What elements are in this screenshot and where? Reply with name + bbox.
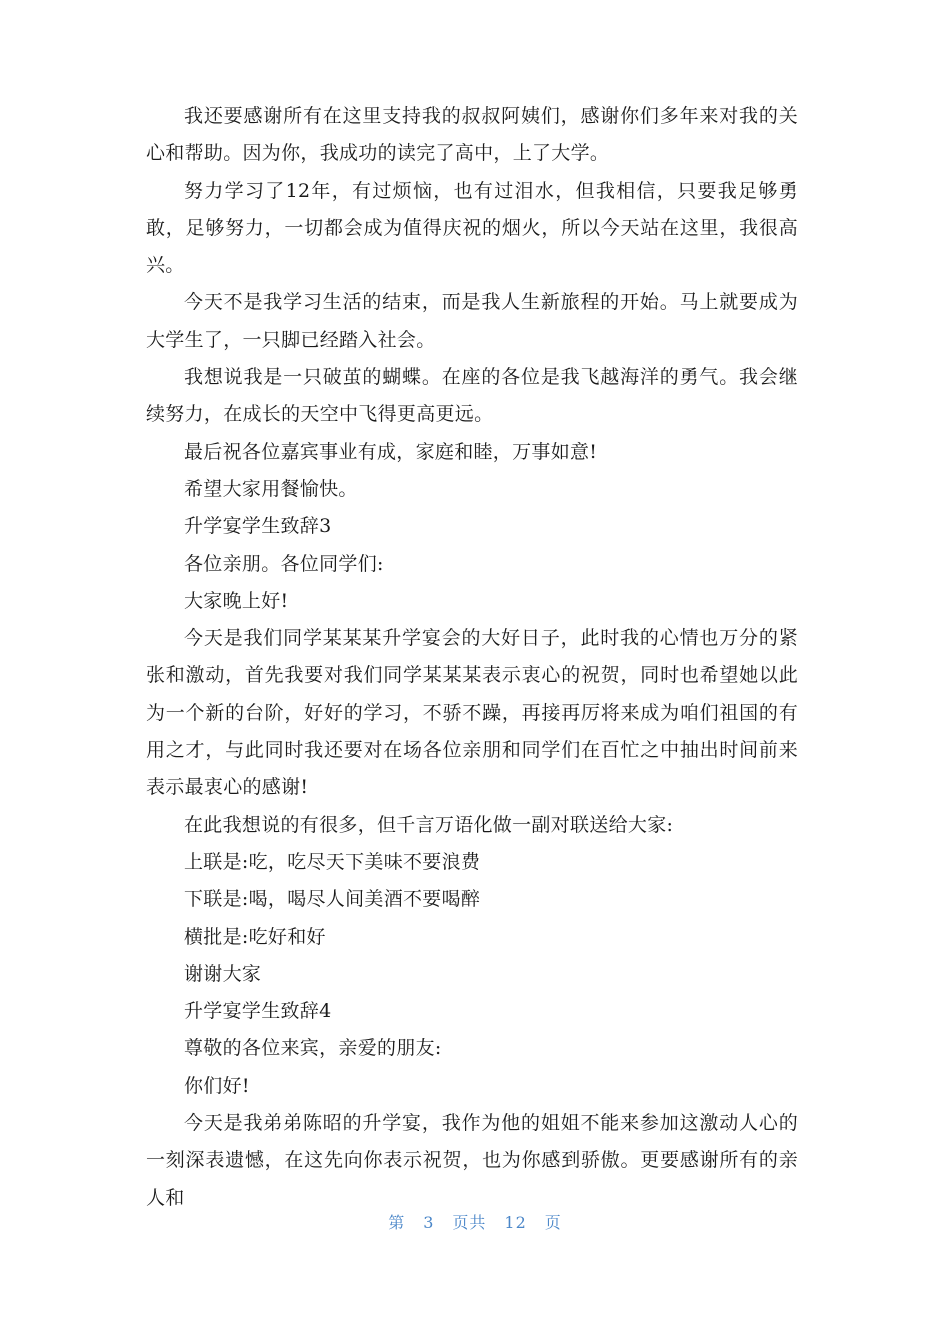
paragraph-6: 希望大家用餐愉快。 xyxy=(184,477,358,500)
document-body xyxy=(146,98,798,1217)
section-heading-4: 升学宴学生致辞4 xyxy=(184,1000,332,1023)
paragraph-1: 我还要感谢所有在这里支持我的叔叔阿姨们，感谢你们多年来对我的关心和帮助。因为你，我成功的读完了高中，上了大学。 xyxy=(146,105,798,165)
paragraph-3: 今天不是我学习生活的结束，而是我人生新旅程的开始。马上就要成为大学生了，一只脚已经踏入社会。 xyxy=(146,291,798,351)
page-footer xyxy=(0,1210,950,1233)
couplet-upper: 上联是:吃，吃尽天下美味不要浪费 xyxy=(184,850,481,873)
footer-suffix: 页 xyxy=(544,1213,562,1232)
salutation-2: 尊敬的各位来宾，亲爱的朋友: xyxy=(184,1037,442,1060)
paragraph-2: 努力学习了12年，有过烦恼，也有过泪水，但我相信，只要我足够勇敢，足够努力，一切都会成为值得庆祝的烟火，所以今天站在这里，我很高兴。 xyxy=(146,179,798,277)
couplet-horizontal: 横批是:吃好和好 xyxy=(184,925,326,948)
total-pages-number: 12 xyxy=(504,1213,527,1232)
thanks-line: 谢谢大家 xyxy=(184,962,262,985)
current-page-number: 3 xyxy=(423,1213,435,1232)
section-heading-3: 升学宴学生致辞3 xyxy=(184,515,332,538)
salutation: 各位亲朋。各位同学们: xyxy=(184,552,384,575)
footer-mid: 页共 xyxy=(452,1213,487,1232)
greeting: 大家晚上好! xyxy=(184,589,289,612)
paragraph-10: 今天是我们同学某某某升学宴会的大好日子，此时我的心情也万分的紧张和激动，首先我要对我们同学某某某表示衷心的祝贺，同时也希望她以此为一个新的台阶，好好的学习，不骄不躁，再接再厉将来成为咱们祖国的有用之才，与此同时我还要对在场各位亲朋和同学们在百忙之中抽出时间前来表示最衷心的感谢! xyxy=(146,627,798,799)
paragraph-4: 我想说我是一只破茧的蝴蝶。在座的各位是我飞越海洋的勇气。我会继续努力，在成长的天空中飞得更高更远。 xyxy=(146,366,798,426)
paragraph-5: 最后祝各位嘉宾事业有成，家庭和睦，万事如意! xyxy=(184,440,598,463)
footer-prefix: 第 xyxy=(388,1213,406,1232)
couplet-lower: 下联是:喝，喝尽人间美酒不要喝醉 xyxy=(184,888,481,911)
greeting-2: 你们好! xyxy=(184,1074,250,1097)
paragraph-19: 今天是我弟弟陈昭的升学宴，我作为他的姐姐不能来参加这激动人心的一刻深表遗憾，在这先向你表示祝贺，也为你感到骄傲。更要感谢所有的亲人和 xyxy=(146,1112,798,1209)
paragraph-11: 在此我想说的有很多，但千言万语化做一副对联送给大家: xyxy=(184,813,674,836)
